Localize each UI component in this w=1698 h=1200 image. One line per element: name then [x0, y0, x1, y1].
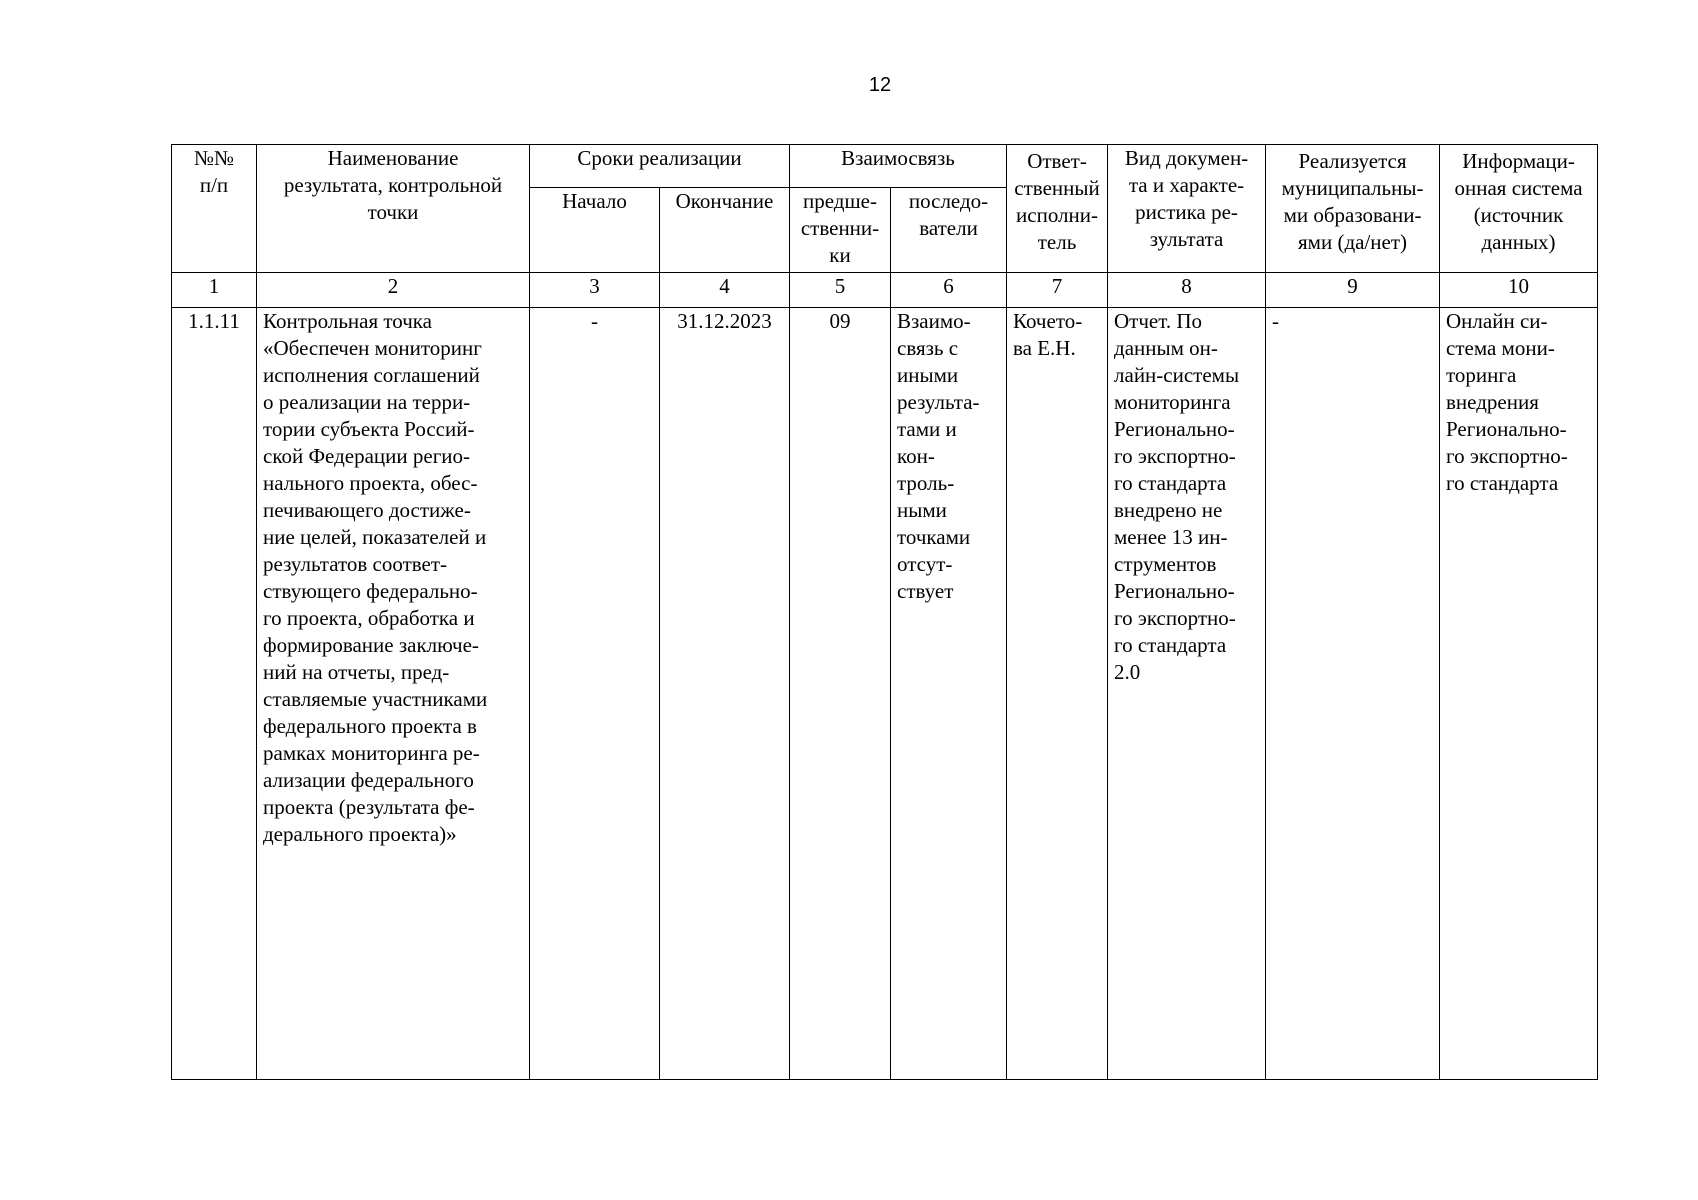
header-info-system: Информаци- онная система (источник данных): [1440, 145, 1598, 273]
header-start: Начало: [530, 188, 660, 273]
row-number: 1.1.11: [172, 308, 257, 1080]
column-number-7: 7: [1007, 273, 1108, 308]
row-successors: Взаимо- связь с иными результа- тами и кон- троль- ными точками отсут- ствует: [891, 308, 1007, 1080]
page-number: 12: [868, 74, 892, 96]
row-info-system: Онлайн си- стема мони- торинга внедрения Регионально- го экспортно- го стандарта: [1440, 308, 1598, 1080]
header-end: Окончание: [660, 188, 790, 273]
row-responsible: Кочето- ва Е.Н.: [1007, 308, 1108, 1080]
header-relation-group: Взаимосвязь: [790, 145, 1007, 188]
header-successors: последо- ватели: [891, 188, 1007, 273]
row-document-type: Отчет. По данным он- лайн-системы мониторинга Регионально- го экспортно- го стандарта внедрено не менее 13 ин- струментов Регионально- го экспортно- го стандарта 2.0: [1108, 308, 1266, 1080]
header-predecessors: предше- ственни- ки: [790, 188, 891, 273]
header-terms-group: Сроки реализации: [530, 145, 790, 188]
header-result-name: Наименование результата, контрольной точки: [257, 145, 530, 273]
column-number-6: 6: [891, 273, 1007, 308]
row-end: 31.12.2023: [660, 308, 790, 1080]
header-responsible: Ответ- ственный исполни- тель: [1007, 145, 1108, 273]
row-result-name: Контрольная точка «Обеспечен мониторинг исполнения соглашений о реализации на терри- тории субъекта Россий- ской Федерации регио- нального проекта, обес- печивающего достиже- ние целей, показателей и результатов соответ- ствующего федерально- го проекта, обработка и формирование заключе- ний на отчеты, пред- ставляемые участниками федерального проекта в рамках мониторинга ре- ализации федерального проекта (результата фе- дерального проекта)»: [257, 308, 530, 1080]
column-number-9: 9: [1266, 273, 1440, 308]
column-number-5: 5: [790, 273, 891, 308]
column-number-1: 1: [172, 273, 257, 308]
header-document-type: Вид докумен- та и характе- ристика ре- зультата: [1108, 145, 1266, 273]
header-municipal: Реализуется муниципальны- ми образовани- ями (да/нет): [1266, 145, 1440, 273]
column-number-8: 8: [1108, 273, 1266, 308]
header-number: №№ п/п: [172, 145, 257, 273]
column-number-4: 4: [660, 273, 790, 308]
column-number-10: 10: [1440, 273, 1598, 308]
table-row: [172, 308, 1598, 1080]
column-number-2: 2: [257, 273, 530, 308]
row-start: -: [530, 308, 660, 1080]
row-municipal: -: [1266, 308, 1440, 1080]
column-number-3: 3: [530, 273, 660, 308]
row-predecessors: 09: [790, 308, 891, 1080]
implementation-plan-table: [171, 144, 1598, 1080]
